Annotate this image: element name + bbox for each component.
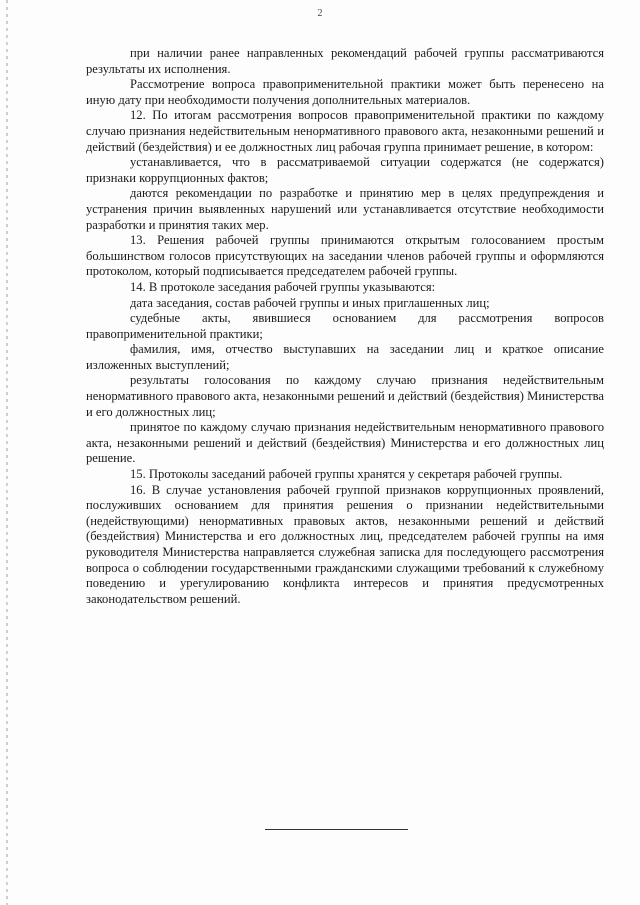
paragraph: фамилия, имя, отчество выступавших на заседании лиц и краткое описание изложенных выступлений; — [86, 342, 604, 372]
paragraph: 16. В случае установления рабочей группой признаков коррупционных проявлений, послуживших основанием для принятия решения о признании недействительными (недействующими) ненормативных правовых актов, незаконными решений и действий (бездействия) Министерства и его должностных лиц, председателем рабочей группы на имя руководителя Министерства направляется служебная записка для последующего рассмотрения вопроса о соблюдении государственными гражданскими служащими требований к служебному поведению и урегулированию конфликта интересов и принятия предусмотренных законодательством решений. — [86, 482, 604, 606]
paragraph: устанавливается, что в рассматриваемой ситуации содержатся (не содержатся) признаки коррупционных фактов; — [86, 155, 604, 185]
paragraph: принятое по каждому случаю признания недействительным ненормативного правового акта, незаконными решений и действий (бездействия) Министерства и его должностных лиц решение. — [86, 420, 604, 466]
paragraph: 15. Протоколы заседаний рабочей группы хранятся у секретаря рабочей группы. — [130, 467, 563, 482]
paragraph: Рассмотрение вопроса правоприменительной практики может быть перенесено на иную дату при необходимости получения дополнительных материалов. — [86, 77, 604, 107]
scan-edge — [6, 0, 8, 905]
paragraph: судебные акты, явившиеся основанием для рассмотрения вопросов правоприменительной практики; — [86, 311, 604, 341]
document-body — [86, 46, 604, 607]
paragraph: 12. По итогам рассмотрения вопросов правоприменительной практики по каждому случаю признания недействительным ненормативного правового акта, незаконными решений и действий (бездействия) и ее должностных лиц рабочая группа принимает решение, в котором: — [86, 108, 604, 154]
page-number: 2 — [317, 8, 323, 19]
paragraph: результаты голосования по каждому случаю признания недействительным ненормативного правового акта, незаконными решений и действий (бездействия) Министерства и его должностных лиц; — [86, 373, 604, 419]
paragraph: 13. Решения рабочей группы принимаются открытым голосованием простым большинством голосов присутствующих на заседании членов рабочей группы и оформляются протоколом, который подписывается председателем рабочей группы. — [86, 233, 604, 279]
paragraph: 14. В протоколе заседания рабочей группы указываются: — [130, 279, 436, 294]
paragraph: даются рекомендации по разработке и принятию мер в целях предупреждения и устранения причин выявленных нарушений или устанавливается отсутствие необходимости разработки и принятия таких мер. — [86, 186, 604, 232]
paragraph: дата заседания, состав рабочей группы и иных приглашенных лиц; — [130, 295, 490, 310]
end-separator-line — [265, 829, 408, 830]
paragraph: при наличии ранее направленных рекомендаций рабочей группы рассматриваются результаты их исполнения. — [86, 46, 604, 76]
